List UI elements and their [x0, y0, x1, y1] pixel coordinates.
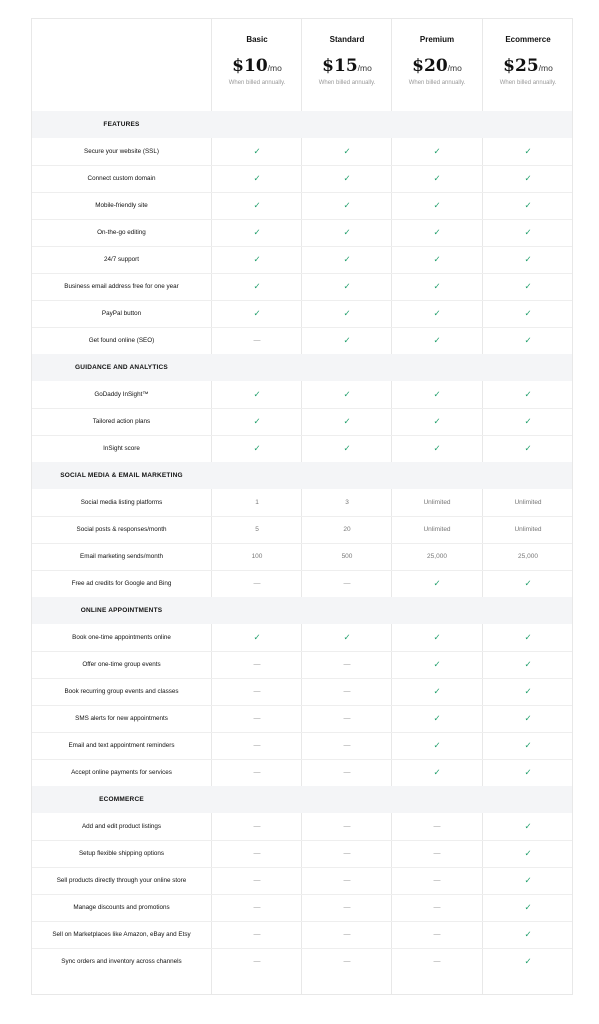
feature-label: Free ad credits for Google and Bing [71, 580, 172, 587]
table-row [32, 138, 572, 165]
dash-icon: — [253, 742, 261, 749]
feature-label: Social posts & responses/month [76, 526, 167, 533]
table-row [32, 219, 572, 246]
check-icon: ✓ [524, 173, 532, 183]
feature-label: Sell products directly through your online store [56, 877, 187, 884]
feature-label: Social media listing platforms [80, 499, 163, 506]
check-icon: ✓ [433, 146, 441, 156]
check-icon: ✓ [343, 254, 351, 264]
billing-note: When billed annually. [318, 80, 376, 86]
dash-icon: — [433, 931, 441, 938]
check-icon: ✓ [524, 659, 532, 669]
feature-value: 20 [343, 526, 351, 533]
dash-icon: — [253, 823, 261, 830]
check-icon: ✓ [253, 443, 261, 453]
feature-label: Get found online (SEO) [88, 337, 155, 344]
check-icon: ✓ [253, 632, 261, 642]
section-title: FEATURES [103, 121, 140, 128]
check-icon: ✓ [524, 146, 532, 156]
dash-icon: — [253, 688, 261, 695]
section-header [32, 786, 572, 813]
check-icon: ✓ [433, 632, 441, 642]
feature-label: Mobile-friendly site [95, 202, 148, 209]
check-icon: ✓ [524, 740, 532, 750]
check-icon: ✓ [433, 335, 441, 345]
table-row [32, 435, 572, 462]
table-row [32, 192, 572, 219]
check-icon: ✓ [433, 416, 441, 426]
section-header [32, 354, 572, 381]
table-row [32, 759, 572, 786]
check-icon: ✓ [343, 416, 351, 426]
feature-value: 1 [255, 499, 259, 506]
dash-icon: — [433, 904, 441, 911]
section-header [32, 462, 572, 489]
table-row [32, 570, 572, 597]
plan-price: $25/mo [503, 56, 553, 76]
dash-icon: — [343, 769, 351, 776]
check-icon: ✓ [253, 200, 261, 210]
table-row [32, 489, 572, 516]
check-icon: ✓ [433, 308, 441, 318]
dash-icon: — [253, 850, 261, 857]
section-title: GUIDANCE AND ANALYTICS [75, 364, 168, 371]
feature-value: Unlimited [423, 526, 451, 533]
check-icon: ✓ [253, 173, 261, 183]
dash-icon: — [343, 661, 351, 668]
plan-header-standard [302, 19, 392, 111]
section-header [32, 111, 572, 138]
table-row [32, 273, 572, 300]
dash-icon: — [433, 877, 441, 884]
dash-icon: — [253, 337, 261, 344]
check-icon: ✓ [433, 767, 441, 777]
check-icon: ✓ [524, 308, 532, 318]
check-icon: ✓ [253, 308, 261, 318]
table-row [32, 624, 572, 651]
check-icon: ✓ [524, 389, 532, 399]
check-icon: ✓ [433, 200, 441, 210]
feature-label: Setup flexible shipping options [78, 850, 165, 857]
feature-label: On-the-go editing [97, 229, 146, 236]
feature-value: Unlimited [514, 526, 542, 533]
plan-price: $10/mo [232, 56, 282, 76]
feature-label: GoDaddy InSight™ [94, 391, 149, 398]
plan-price: $15/mo [322, 56, 372, 76]
feature-label: Email and text appointment reminders [68, 742, 175, 749]
check-icon: ✓ [433, 740, 441, 750]
table-row [32, 921, 572, 948]
section-header [32, 597, 572, 624]
check-icon: ✓ [433, 713, 441, 723]
check-icon: ✓ [524, 929, 532, 939]
feature-label: Book recurring group events and classes [64, 688, 179, 695]
table-row [32, 840, 572, 867]
check-icon: ✓ [524, 335, 532, 345]
dash-icon: — [343, 877, 351, 884]
check-icon: ✓ [433, 254, 441, 264]
check-icon: ✓ [343, 389, 351, 399]
plan-name: Premium [419, 35, 455, 44]
check-icon: ✓ [343, 281, 351, 291]
feature-value: 25,000 [518, 553, 538, 560]
check-icon: ✓ [343, 632, 351, 642]
feature-value: 25,000 [427, 553, 447, 560]
feature-label: Business email address free for one year [64, 283, 179, 290]
check-icon: ✓ [253, 281, 261, 291]
feature-label: 24/7 support [103, 256, 139, 263]
feature-value: Unlimited [423, 499, 451, 506]
table-row [32, 678, 572, 705]
check-icon: ✓ [343, 443, 351, 453]
dash-icon: — [343, 904, 351, 911]
check-icon: ✓ [524, 443, 532, 453]
feature-value: 5 [255, 526, 259, 533]
table-row [32, 381, 572, 408]
table-row [32, 948, 572, 975]
feature-label: InSight score [103, 445, 140, 452]
feature-label: Manage discounts and promotions [73, 904, 170, 911]
table-row [32, 165, 572, 192]
check-icon: ✓ [253, 227, 261, 237]
table-row [32, 516, 572, 543]
feature-label: Secure your website (SSL) [84, 148, 159, 155]
feature-label: Offer one-time group events [82, 661, 161, 668]
table-row [32, 894, 572, 921]
check-icon: ✓ [433, 686, 441, 696]
check-icon: ✓ [524, 416, 532, 426]
dash-icon: — [253, 931, 261, 938]
check-icon: ✓ [524, 956, 532, 966]
feature-label: Accept online payments for services [71, 769, 172, 776]
table-row [32, 246, 572, 273]
check-icon: ✓ [253, 416, 261, 426]
billing-note: When billed annually. [408, 80, 466, 86]
check-icon: ✓ [433, 389, 441, 399]
dash-icon: — [343, 715, 351, 722]
check-icon: ✓ [524, 875, 532, 885]
dash-icon: — [253, 715, 261, 722]
section-title: ECOMMERCE [99, 796, 144, 803]
plan-header-basic [212, 19, 302, 111]
table-row [32, 705, 572, 732]
feature-value: 100 [251, 553, 263, 560]
check-icon: ✓ [524, 200, 532, 210]
plan-price: $20/mo [412, 56, 462, 76]
feature-value: Unlimited [514, 499, 542, 506]
dash-icon: — [343, 850, 351, 857]
check-icon: ✓ [343, 227, 351, 237]
dash-icon: — [343, 580, 351, 587]
feature-label: SMS alerts for new appointments [75, 715, 168, 722]
check-icon: ✓ [433, 227, 441, 237]
check-icon: ✓ [524, 821, 532, 831]
check-icon: ✓ [433, 173, 441, 183]
table-row [32, 408, 572, 435]
feature-label: Book one-time appointments online [72, 634, 171, 641]
check-icon: ✓ [524, 254, 532, 264]
table-row [32, 732, 572, 759]
dash-icon: — [433, 958, 441, 965]
check-icon: ✓ [433, 281, 441, 291]
feature-label: Sync orders and inventory across channels [61, 958, 182, 965]
check-icon: ✓ [433, 578, 441, 588]
dash-icon: — [343, 931, 351, 938]
table-row [32, 867, 572, 894]
check-icon: ✓ [253, 146, 261, 156]
check-icon: ✓ [524, 632, 532, 642]
feature-label: Add and edit product listings [81, 823, 162, 830]
check-icon: ✓ [343, 335, 351, 345]
dash-icon: — [253, 958, 261, 965]
plan-header-ecommerce [483, 19, 573, 111]
section-title: SOCIAL MEDIA & EMAIL MARKETING [60, 472, 183, 479]
pricing-comparison-table [31, 18, 573, 995]
plan-name: Ecommerce [505, 35, 551, 44]
check-icon: ✓ [253, 389, 261, 399]
plan-name: Basic [246, 35, 268, 44]
feature-label: Email marketing sends/month [80, 553, 163, 560]
check-icon: ✓ [343, 146, 351, 156]
check-icon: ✓ [524, 713, 532, 723]
dash-icon: — [343, 742, 351, 749]
feature-label: Connect custom domain [87, 175, 156, 182]
dash-icon: — [343, 958, 351, 965]
check-icon: ✓ [343, 200, 351, 210]
feature-value: 3 [345, 499, 349, 506]
check-icon: ✓ [524, 686, 532, 696]
dash-icon: — [253, 661, 261, 668]
table-row [32, 813, 572, 840]
billing-note: When billed annually. [499, 80, 557, 86]
table-row [32, 543, 572, 570]
dash-icon: — [343, 688, 351, 695]
dash-icon: — [433, 823, 441, 830]
check-icon: ✓ [524, 848, 532, 858]
check-icon: ✓ [433, 443, 441, 453]
check-icon: ✓ [343, 308, 351, 318]
feature-value: 500 [341, 553, 353, 560]
table-row [32, 300, 572, 327]
check-icon: ✓ [524, 281, 532, 291]
plan-header-premium [392, 19, 482, 111]
section-title: ONLINE APPOINTMENTS [80, 607, 163, 614]
check-icon: ✓ [524, 767, 532, 777]
feature-label: PayPal button [101, 310, 142, 317]
feature-label: Tailored action plans [92, 418, 151, 425]
check-icon: ✓ [253, 254, 261, 264]
billing-note: When billed annually. [228, 80, 286, 86]
feature-label: Sell on Marketplaces like Amazon, eBay and Etsy [52, 931, 191, 938]
dash-icon: — [253, 769, 261, 776]
table-row [32, 327, 572, 354]
check-icon: ✓ [433, 659, 441, 669]
table-row [32, 651, 572, 678]
dash-icon: — [253, 580, 261, 587]
dash-icon: — [253, 877, 261, 884]
dash-icon: — [253, 904, 261, 911]
check-icon: ✓ [524, 227, 532, 237]
check-icon: ✓ [343, 173, 351, 183]
dash-icon: — [433, 850, 441, 857]
dash-icon: — [343, 823, 351, 830]
check-icon: ✓ [524, 902, 532, 912]
plan-name: Standard [329, 35, 365, 44]
check-icon: ✓ [524, 578, 532, 588]
